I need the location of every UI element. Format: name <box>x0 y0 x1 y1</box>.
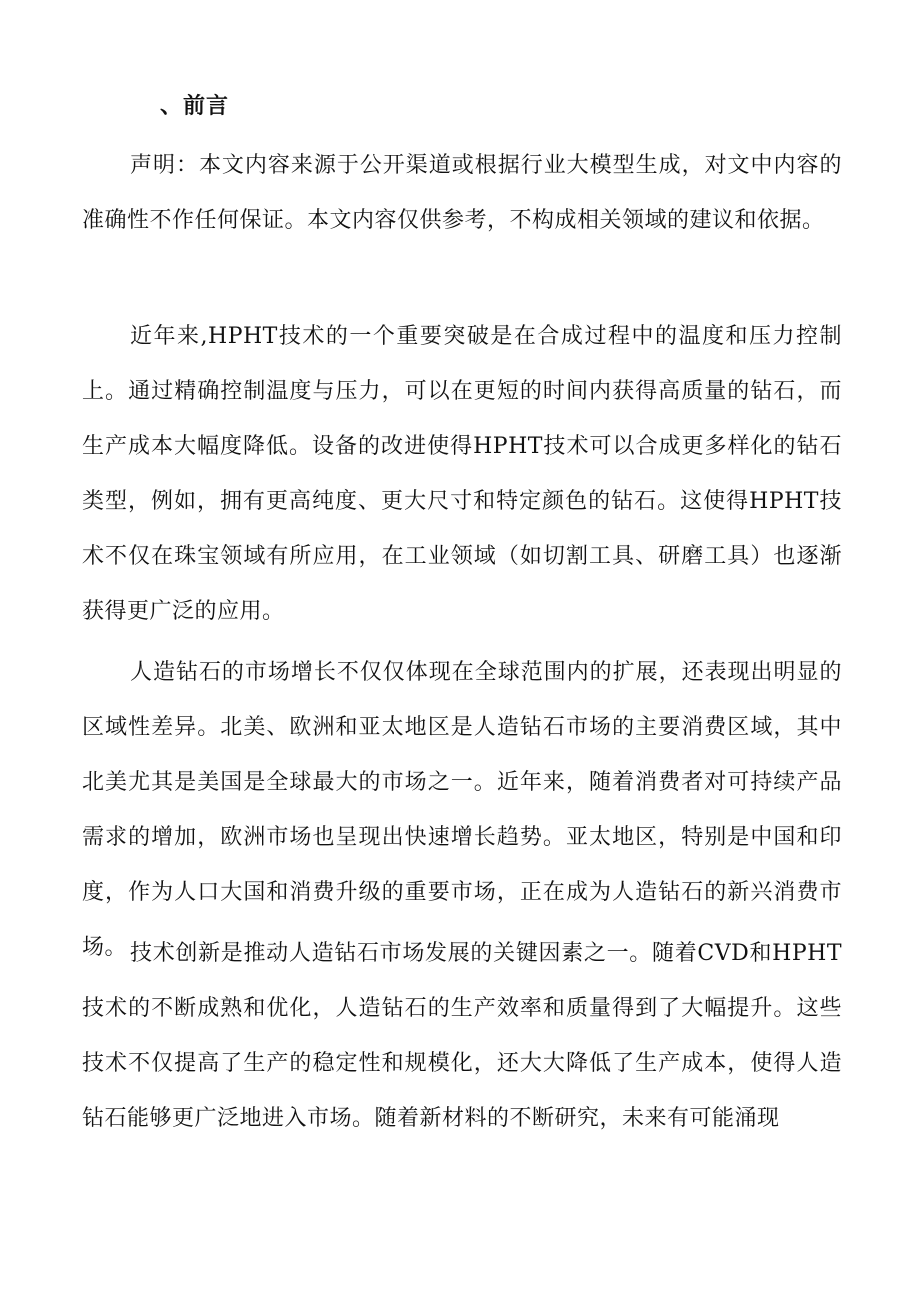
innovation-paragraph: 技术创新是推动人造钻石市场发展的关键因素之一。随着CVD和HPHT技术的不断成熟和优化，人造钻石的生产效率和质量得到了大幅提升。这些技术不仅提高了生产的稳定性和规模化，还大大降低了生产成本，使得人造钻石能够更广泛地进入市场。随着新材料的不断研究，未来有可能涌现 <box>82 941 842 1131</box>
disclaimer-paragraph: 声明：本文内容来源于公开渠道或根据行业大模型生成，对文中内容的准确性不作任何保证。本文内容仅供参考，不构成相关领域的建议和依据。 <box>82 153 842 233</box>
section-heading: 、前言 <box>160 93 230 119</box>
market-paragraph: 人造钻石的市场增长不仅仅体现在全球范围内的扩展，还表现出明显的区域性差异。北美、欧洲和亚太地区是人造钻石市场的主要消费区域，其中北美尤其是美国是全球最大的市场之一。近年来，随着消费者对可持续产品需求的增加，欧洲市场也呈现出快速增长趋势。亚太地区，特别是中国和印度，作为人口大国和消费升级的重要市场，正在成为人造钻石的新兴消费市场。 <box>82 660 842 960</box>
hpht-paragraph: 近年来,HPHT技术的一个重要突破是在合成过程中的温度和压力控制上。通过精确控制温度与压力，可以在更短的时间内获得高质量的钻石，而生产成本大幅度降低。设备的改进使得HPHT技术可以合成更多样化的钻石类型，例如，拥有更高纯度、更大尺寸和特定颜色的钻石。这使得HPHT技术不仅在珠宝领域有所应用，在工业领域（如切割工具、研磨工具）也逐渐获得更广泛的应用。 <box>82 324 842 624</box>
